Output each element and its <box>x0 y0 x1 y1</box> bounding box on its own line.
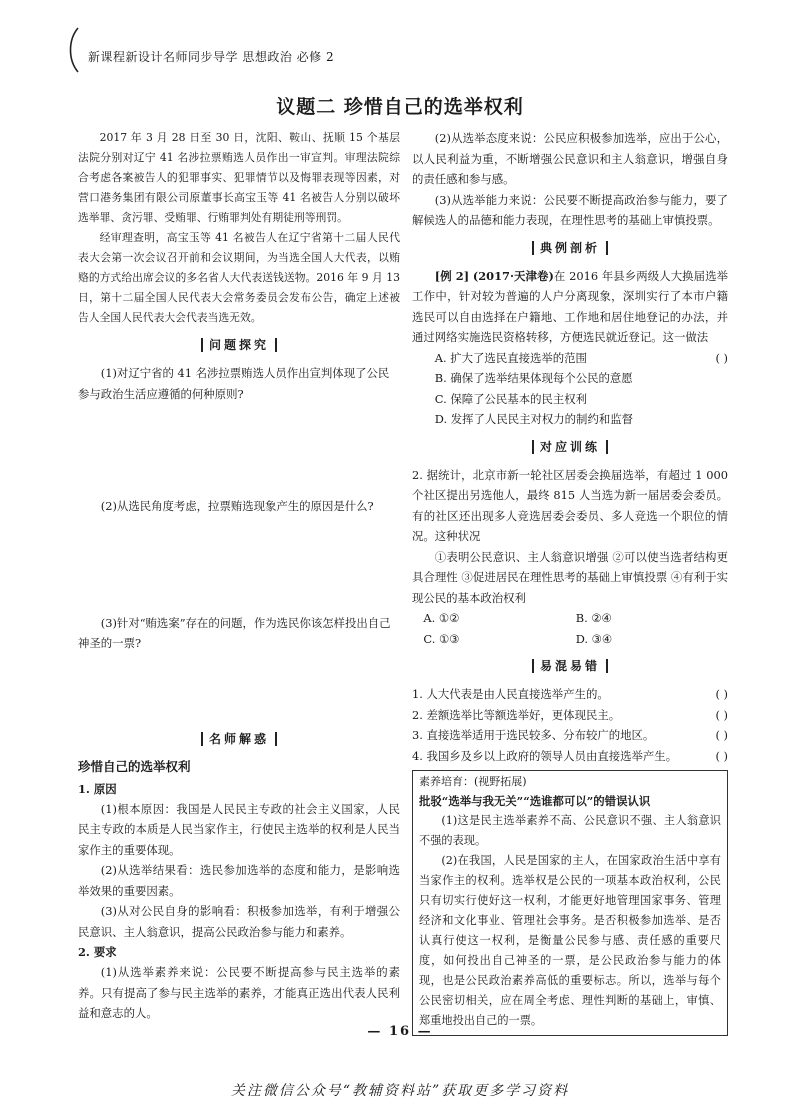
case-paragraph: 经审理查明，高宝玉等 41 名被告人在辽宁省第十二届人民代表大会第一次会议召开前和会议期间，为当选全国人大代表，以贿赂的方式给出席会议的多名省人大代表送钱送物。2016 年 9 月 13 日，第十二届全国人民代表大会常务委员会发布公告，确定上述被告人全国人民代表大会代表当选无效。 <box>78 231 400 324</box>
right-column <box>412 128 728 1036</box>
section-heading-confuse: 易混易错 <box>412 657 728 674</box>
section-heading-explore: 问题探究 <box>78 336 400 353</box>
example-option: D. 发挥了人民民主对权力的制约和监督 <box>434 412 634 426</box>
practice-option: C. ①③ <box>423 631 460 646</box>
reason-item: (2)从选举结果看：选民参加选举的态度和能力，是影响选举效果的重要因素。 <box>78 863 400 898</box>
practice-question: 2. 据统计，北京市新一轮社区居委会换届选举，有超过 1 000 个社区提出另选他人，最终 815 人当选为新一届居委会委员。有的社区还出现多人竞选居委会委员、多人竞选一个职位的情况。这种状况 <box>412 467 728 543</box>
example-label: [例 2] <box>434 268 470 283</box>
left-column <box>78 128 400 1024</box>
box-paragraph: (1)这是民主选举素养不高、公民意识不强、主人翁意识不强的表现。 <box>419 814 721 847</box>
page-number: — 16 — <box>367 1024 433 1039</box>
box-tag: 素养培育：(视野拓展) <box>419 775 527 788</box>
reason-item: (1)根本原因：我国是人民民主专政的社会主义国家，人民民主专政的本质是人民当家作主，行使民主选举的权利是人民当家作主的重要体现。 <box>78 801 400 857</box>
reason-item: (3)从对公民自身的影响看：积极参加选举，有利于增强公民意识、主人翁意识，提高公民政治参与能力和素养。 <box>78 904 400 939</box>
judge-item: 1. 人大代表是由人民直接选举产生的。 ( ) <box>412 684 728 705</box>
question-3: (3)针对“贿选案”存在的问题，作为选民你该怎样投出自己神圣的一票? <box>78 615 391 650</box>
header-decoration <box>66 26 84 74</box>
reasons-heading: 1. 原因 <box>78 781 117 796</box>
example-option: A. 扩大了选民直接选举的范围 <box>434 350 587 365</box>
requirement-item: (2)从选举态度来说：公民应积极参加选举，应出于公心，以人民利益为重，不断增强公民意识和主人翁意识，增强自身的责任感和参与感。 <box>412 131 728 186</box>
practice-option: A. ①② <box>423 611 460 625</box>
box-title: 批驳“选举与我无关”“选谁都可以”的错误认识 <box>419 794 651 808</box>
box-paragraph: (2)在我国，人民是国家的主人，在国家政治生活中享有当家作主的权利。选举权是公民的一项基本政治权利，公民只有切实行使好这一权利，才能更好地管理国家事务、管理经济和文化事业、管理社会事务。是否积极参加选举、是否认真行使这一权利，是衡量公民参与感、责任感的重要尺度，如何投出自己神圣的一票，是公民政治参与能力的体现，也是公民政治素养高低的重要标志。所以，选举与每个公民密切相关，应在周全考虑、理性判断的基础上，审慎、郑重地投出自己的一票。 <box>419 854 721 1027</box>
practice-option: B. ②④ <box>575 611 612 625</box>
section-heading-teacher: 名师解惑 <box>78 730 400 747</box>
question-1: (1)对辽宁省的 41 名涉拉票贿选人员作出宣判体现了公民参与政治生活应遵循的何种原则? <box>78 366 390 401</box>
judge-item: 2. 差额选举比等额选举好，更体现民主。 ( ) <box>412 705 728 726</box>
judge-item: 3. 直接选举适用于选民较多、分布较广的地区。 ( ) <box>412 725 728 746</box>
requirement-item: (3)从选举能力来说：公民要不断提高政治参与能力，要了解候选人的品德和能力表现，在理性思考的基础上审慎投票。 <box>412 192 728 227</box>
page-title: 议题二 珍惜自己的选举权利 <box>276 96 524 118</box>
example-option: B. 确保了选举结果体现每个公民的意愿 <box>434 371 633 385</box>
answer-bracket: ( ) <box>715 687 728 701</box>
practice-items: ①表明公民意识、主人翁意识增强 ②可以使当选者结构更具合理性 ③促进居民在理性思考的基础上审慎投票 ④有利于实现公民的基本政治权利 <box>412 549 728 605</box>
literacy-box <box>412 770 728 1036</box>
practice-option: D. ③④ <box>575 631 613 646</box>
judge-item: 4. 我国乡及乡以上政府的领导人员由直接选举产生。 ( ) <box>412 746 728 767</box>
footer-note: 关注微信公众号“教辅资料站”获取更多学习资料 <box>230 1083 570 1099</box>
answer-bracket: ( ) <box>715 748 728 763</box>
requirements-heading: 2. 要求 <box>78 945 117 959</box>
requirement-item: (1)从选举素养来说：公民要不断提高参与民主选举的素养。只有提高了参与民主选举的素养，才能真正选出代表人民利益和意志的人。 <box>78 965 400 1020</box>
practice-options-row <box>412 608 728 629</box>
example-text: 在 2016 年县乡两级人大换届选举工作中，针对较为普遍的人户分离现象，深圳实行了本市户籍选民可以自由选择在户籍地、工作地和居住地登记的办法，并通过网络实施选民资格转移，方便选民就近登记。这一做法 <box>412 268 729 344</box>
answer-bracket: ( ) <box>715 728 728 742</box>
case-paragraph: 2017 年 3 月 28 日至 30 日，沈阳、鞍山、抚顺 15 个基层法院分别对辽宁 41 名涉拉票贿选人员作出一审宣判。审理法院综合考虑各案被告人的犯罪事实、犯罪情节以及悔罪表现等因素，对营口港务集团有限公司原董事长高宝玉等 41 名被告人分别以破坏选举罪、贪污罪、受贿罪、行贿罪判处有期徒刑等刑罚。 <box>78 131 400 224</box>
example-option: C. 保障了公民基本的民主权利 <box>434 391 588 406</box>
example-source: (2017·天津卷) <box>472 268 554 283</box>
answer-bracket: ( ) <box>715 350 728 365</box>
section-heading-practice: 对应训练 <box>412 438 728 455</box>
question-2: (2)从选民角度考虑，拉票贿选现象产生的原因是什么? <box>100 499 374 513</box>
practice-options-row <box>412 629 728 650</box>
running-header: 新课程新设计名师同步导学 思想政治 必修 2 <box>88 50 335 64</box>
topic-title: 珍惜自己的选举权利 <box>78 758 191 774</box>
section-heading-example: 典例剖析 <box>412 239 728 256</box>
answer-bracket: ( ) <box>715 707 728 722</box>
